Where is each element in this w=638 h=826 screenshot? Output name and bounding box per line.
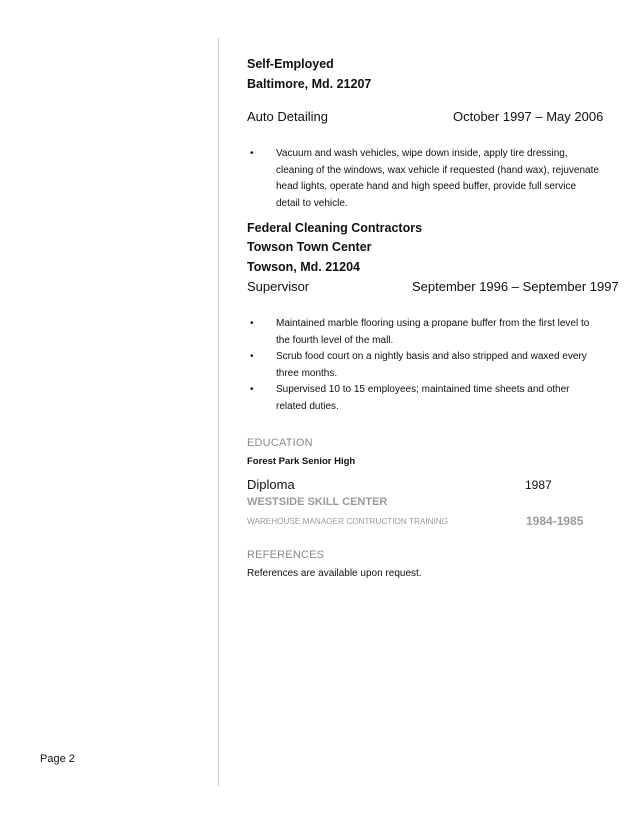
references-text: References are available upon request. xyxy=(247,568,422,579)
education-heading: EDUCATION xyxy=(247,437,313,449)
job-1-role: Auto Detailing xyxy=(247,109,328,124)
education-program-years: 1984-1985 xyxy=(526,514,584,528)
duty-text: Maintained marble flooring using a propane buffer from the first level to the fourth level of the mall. xyxy=(276,318,590,346)
vertical-divider-line xyxy=(218,38,219,786)
bullet-icon: • xyxy=(250,148,254,159)
list-item xyxy=(247,316,602,349)
education-second-school: WESTSIDE SKILL CENTER xyxy=(247,496,388,508)
bullet-icon: • xyxy=(250,318,254,329)
job-2-dates: September 1996 – September 1997 xyxy=(412,279,619,294)
job-2-location: Towson Town Center xyxy=(247,240,372,254)
job-1-duties xyxy=(247,146,602,212)
education-degree: Diploma xyxy=(247,477,295,492)
page-number: Page 2 xyxy=(40,753,75,765)
job-2-city: Towson, Md. 21204 xyxy=(247,260,360,274)
list-item xyxy=(247,382,602,415)
job-2-role: Supervisor xyxy=(247,279,310,294)
bullet-icon: • xyxy=(250,351,254,362)
job-1-location: Baltimore, Md. 21207 xyxy=(247,77,372,91)
duty-text: Scrub food court on a nightly basis and also stripped and waxed every three months. xyxy=(276,351,587,379)
list-item xyxy=(247,146,602,212)
job-1-dates: October 1997 – May 2006 xyxy=(453,109,604,124)
education-program: WAREHOUSE MANAGER CONTRUCTION TRAINING xyxy=(247,517,449,526)
references-heading: REFERENCES xyxy=(247,549,325,561)
duty-text: Vacuum and wash vehicles, wipe down inside, apply tire dressing, cleaning of the windows, wax vehicle if requested (hand wax), rejuvenate head lights, operate hand and high speed buffer, provide full service detail to vehicle. xyxy=(276,148,599,209)
job-1-employer: Self-Employed xyxy=(247,57,334,71)
education-school: Forest Park Senior High xyxy=(247,456,356,467)
job-2-employer: Federal Cleaning Contractors xyxy=(247,221,423,235)
bullet-icon: • xyxy=(250,384,254,395)
job-2-duties xyxy=(247,316,602,415)
education-degree-year: 1987 xyxy=(525,478,552,492)
list-item xyxy=(247,349,602,382)
duty-text: Supervised 10 to 15 employees; maintained time sheets and other related duties. xyxy=(276,384,570,412)
